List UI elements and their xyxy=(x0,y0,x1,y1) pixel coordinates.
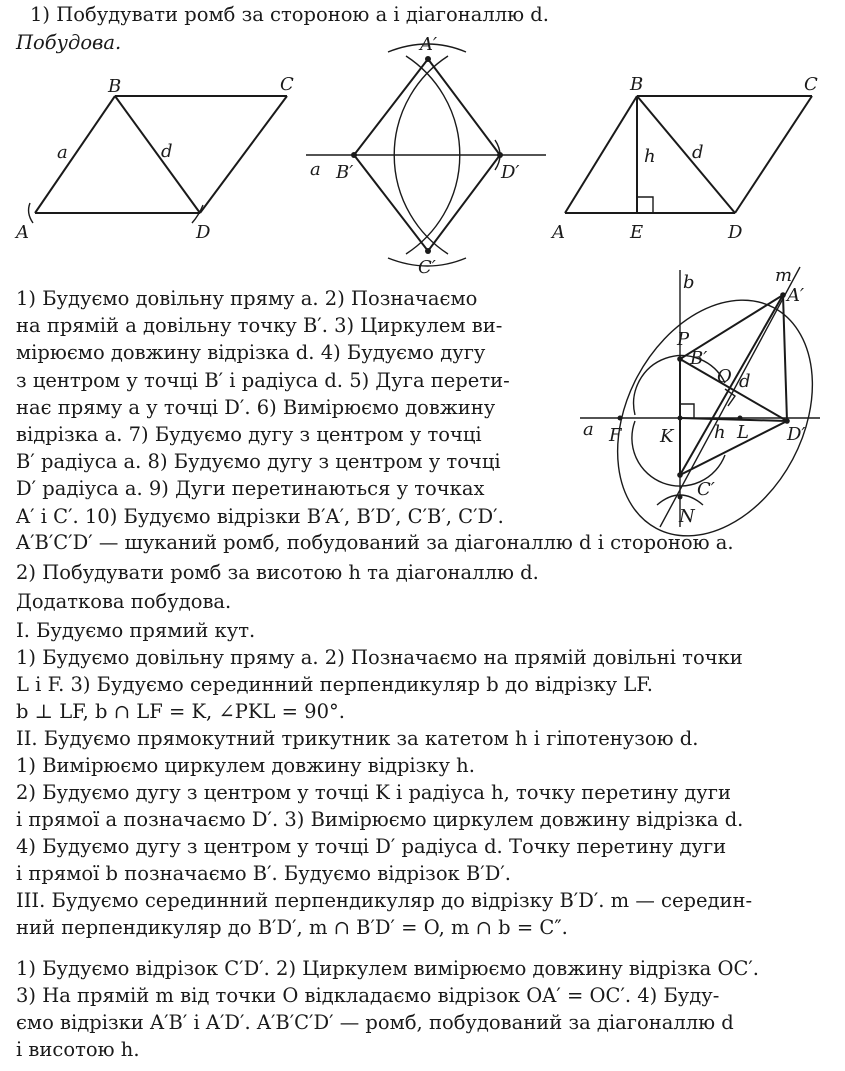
point-n-label: N xyxy=(679,506,695,527)
task1-step-line: на прямій a довільну точку B′. 3) Циркулем ви- xyxy=(16,314,503,338)
point-d-prime-label: D′ xyxy=(787,424,806,445)
line-a-label: a xyxy=(310,159,321,180)
task2-heading: 2) Побудувати ромб за висотою h та діагоналлю d. xyxy=(16,561,539,584)
point-a-prime-label: A′ xyxy=(420,34,438,55)
point-a-prime-label: A′ xyxy=(787,285,805,306)
side-cd xyxy=(735,96,812,213)
point-d-label: D xyxy=(196,222,211,243)
line-a-label: a xyxy=(583,419,594,440)
task2-final-line: 1) Будуємо відрізок C′D′. 2) Циркулем вимірюємо довжину відрізка OC′. xyxy=(16,957,759,980)
task2-line: і прямої a позначаємо D′. 3) Вимірюємо циркулем довжину відрізка d. xyxy=(16,808,744,831)
task2-final-line: ємо відрізки A′B′ і A′D′. A′B′C′D′ — ромб, побудований за діагоналлю d xyxy=(16,1011,734,1034)
task1-heading: 1) Побудувати ромб за стороною a і діагоналлю d. xyxy=(30,3,549,26)
task2-line: L і F. 3) Будуємо серединний перпендикуляр b до відрізку LF. xyxy=(16,673,653,696)
extra-construction-label: Додаткова побудова. xyxy=(16,590,232,613)
right-angle-mark xyxy=(637,197,653,213)
side-ab xyxy=(565,96,637,213)
height-h-label: h xyxy=(714,422,726,443)
point-d-label: D xyxy=(728,222,743,243)
side-a-label: a xyxy=(57,142,68,163)
task1-step-line: відрізка a. 7) Будуємо дугу з центром у точці xyxy=(16,423,482,447)
point-b-label: B xyxy=(630,74,644,95)
diagonal-d-label: d xyxy=(739,371,751,392)
point-e-label: E xyxy=(630,222,644,243)
point-f-label: F xyxy=(609,425,622,446)
task2-line: III. Будуємо серединний перпендикуляр до відрізку B′D′. m — середин- xyxy=(16,889,753,912)
diagonal-bd xyxy=(115,96,200,213)
figure-rhombus-abcd xyxy=(0,60,294,250)
task2-line: b ⊥ LF, b ∩ LF = K, ∠PKL = 90°. xyxy=(16,700,345,723)
point-c-prime-label: C′ xyxy=(418,257,436,278)
task2-final-line: 3) На прямій m від точки O відкладаємо відрізок OA′ = OC′. 4) Буду- xyxy=(16,984,720,1007)
task1-step-line: мірюємо довжину відрізка d. 4) Будуємо дугу xyxy=(16,341,486,365)
task1-step-line: 1) Будуємо довільну пряму a. 2) Позначаємо xyxy=(16,287,478,310)
side-cd xyxy=(200,96,287,213)
task1-step-line: B′ радіуса a. 8) Будуємо дугу з центром у точці xyxy=(16,450,501,474)
diagonal-d-label: d xyxy=(692,142,704,163)
height-h-label: h xyxy=(644,146,656,167)
task1-step-line: нає пряму a у точці D′. 6) Вимірюємо довжину xyxy=(16,395,496,419)
task1-step-line: A′ і C′. 10) Будуємо відрізки B′A′, B′D′, C′B′, C′D′. xyxy=(16,504,504,528)
point-k-label: K xyxy=(660,426,674,447)
task1-conclusion: A′B′C′D′ — шуканий ромб, побудований за діагоналлю d і стороною a. xyxy=(16,531,734,554)
point-c-label: C xyxy=(804,74,818,95)
task2-line: ний перпендикуляр до B′D′, m ∩ B′D′ = O, m ∩ b = C″. xyxy=(16,916,568,939)
figure-height-diagonal-construction xyxy=(575,265,825,530)
task1-steps xyxy=(16,285,556,530)
figure-compass-construction xyxy=(300,30,550,280)
task1-step-line: D′ радіуса a. 9) Дуги перетинаються у точках xyxy=(16,477,485,501)
point-d-prime-label: D′ xyxy=(501,162,520,183)
point-p-label: P xyxy=(677,329,690,350)
diagonal-d-label: d xyxy=(161,141,173,162)
task2-line: і прямої b позначаємо B′. Будуємо відрізок B′D′. xyxy=(16,862,511,885)
line-m-label: m xyxy=(775,265,793,286)
point-b-prime-label: B′ xyxy=(690,348,708,369)
construction-label: Побудова. xyxy=(16,31,122,54)
task2-line: 2) Будуємо дугу з центром у точці K і радіуса h, точку перетину дуги xyxy=(16,781,731,804)
figure-rhombus-height xyxy=(550,60,840,250)
task2-line: I. Будуємо прямий кут. xyxy=(16,619,256,642)
task2-line: 1) Вимірюємо циркулем довжину відрізку h. xyxy=(16,754,475,777)
arc-a xyxy=(29,203,33,223)
point-a-label: A xyxy=(552,222,565,243)
point-b-label: B xyxy=(108,76,122,97)
side-ab xyxy=(35,96,115,213)
point-a-label: A xyxy=(16,222,29,243)
right-angle-k xyxy=(680,404,694,418)
point-c-label: C xyxy=(280,74,294,95)
task2-line: II. Будуємо прямокутний трикутник за катетом h і гіпотенузою d. xyxy=(16,727,699,750)
point-b-prime-label: B′ xyxy=(336,162,354,183)
point-l-label: L xyxy=(737,422,749,443)
task2-line: 1) Будуємо довільну пряму a. 2) Позначаємо на прямій довільні точки xyxy=(16,646,743,669)
line-b-label: b xyxy=(683,272,695,293)
task2-final-line: і висотою h. xyxy=(16,1038,140,1061)
task1-step-line: з центром у точці B′ і радіуса d. 5) Дуга перети- xyxy=(16,368,510,392)
point-o-label: O xyxy=(717,366,732,387)
point-c-prime-label: C′ xyxy=(697,479,715,500)
task2-line: 4) Будуємо дугу з центром у точці D′ радіуса d. Точку перетину дуги xyxy=(16,835,727,858)
